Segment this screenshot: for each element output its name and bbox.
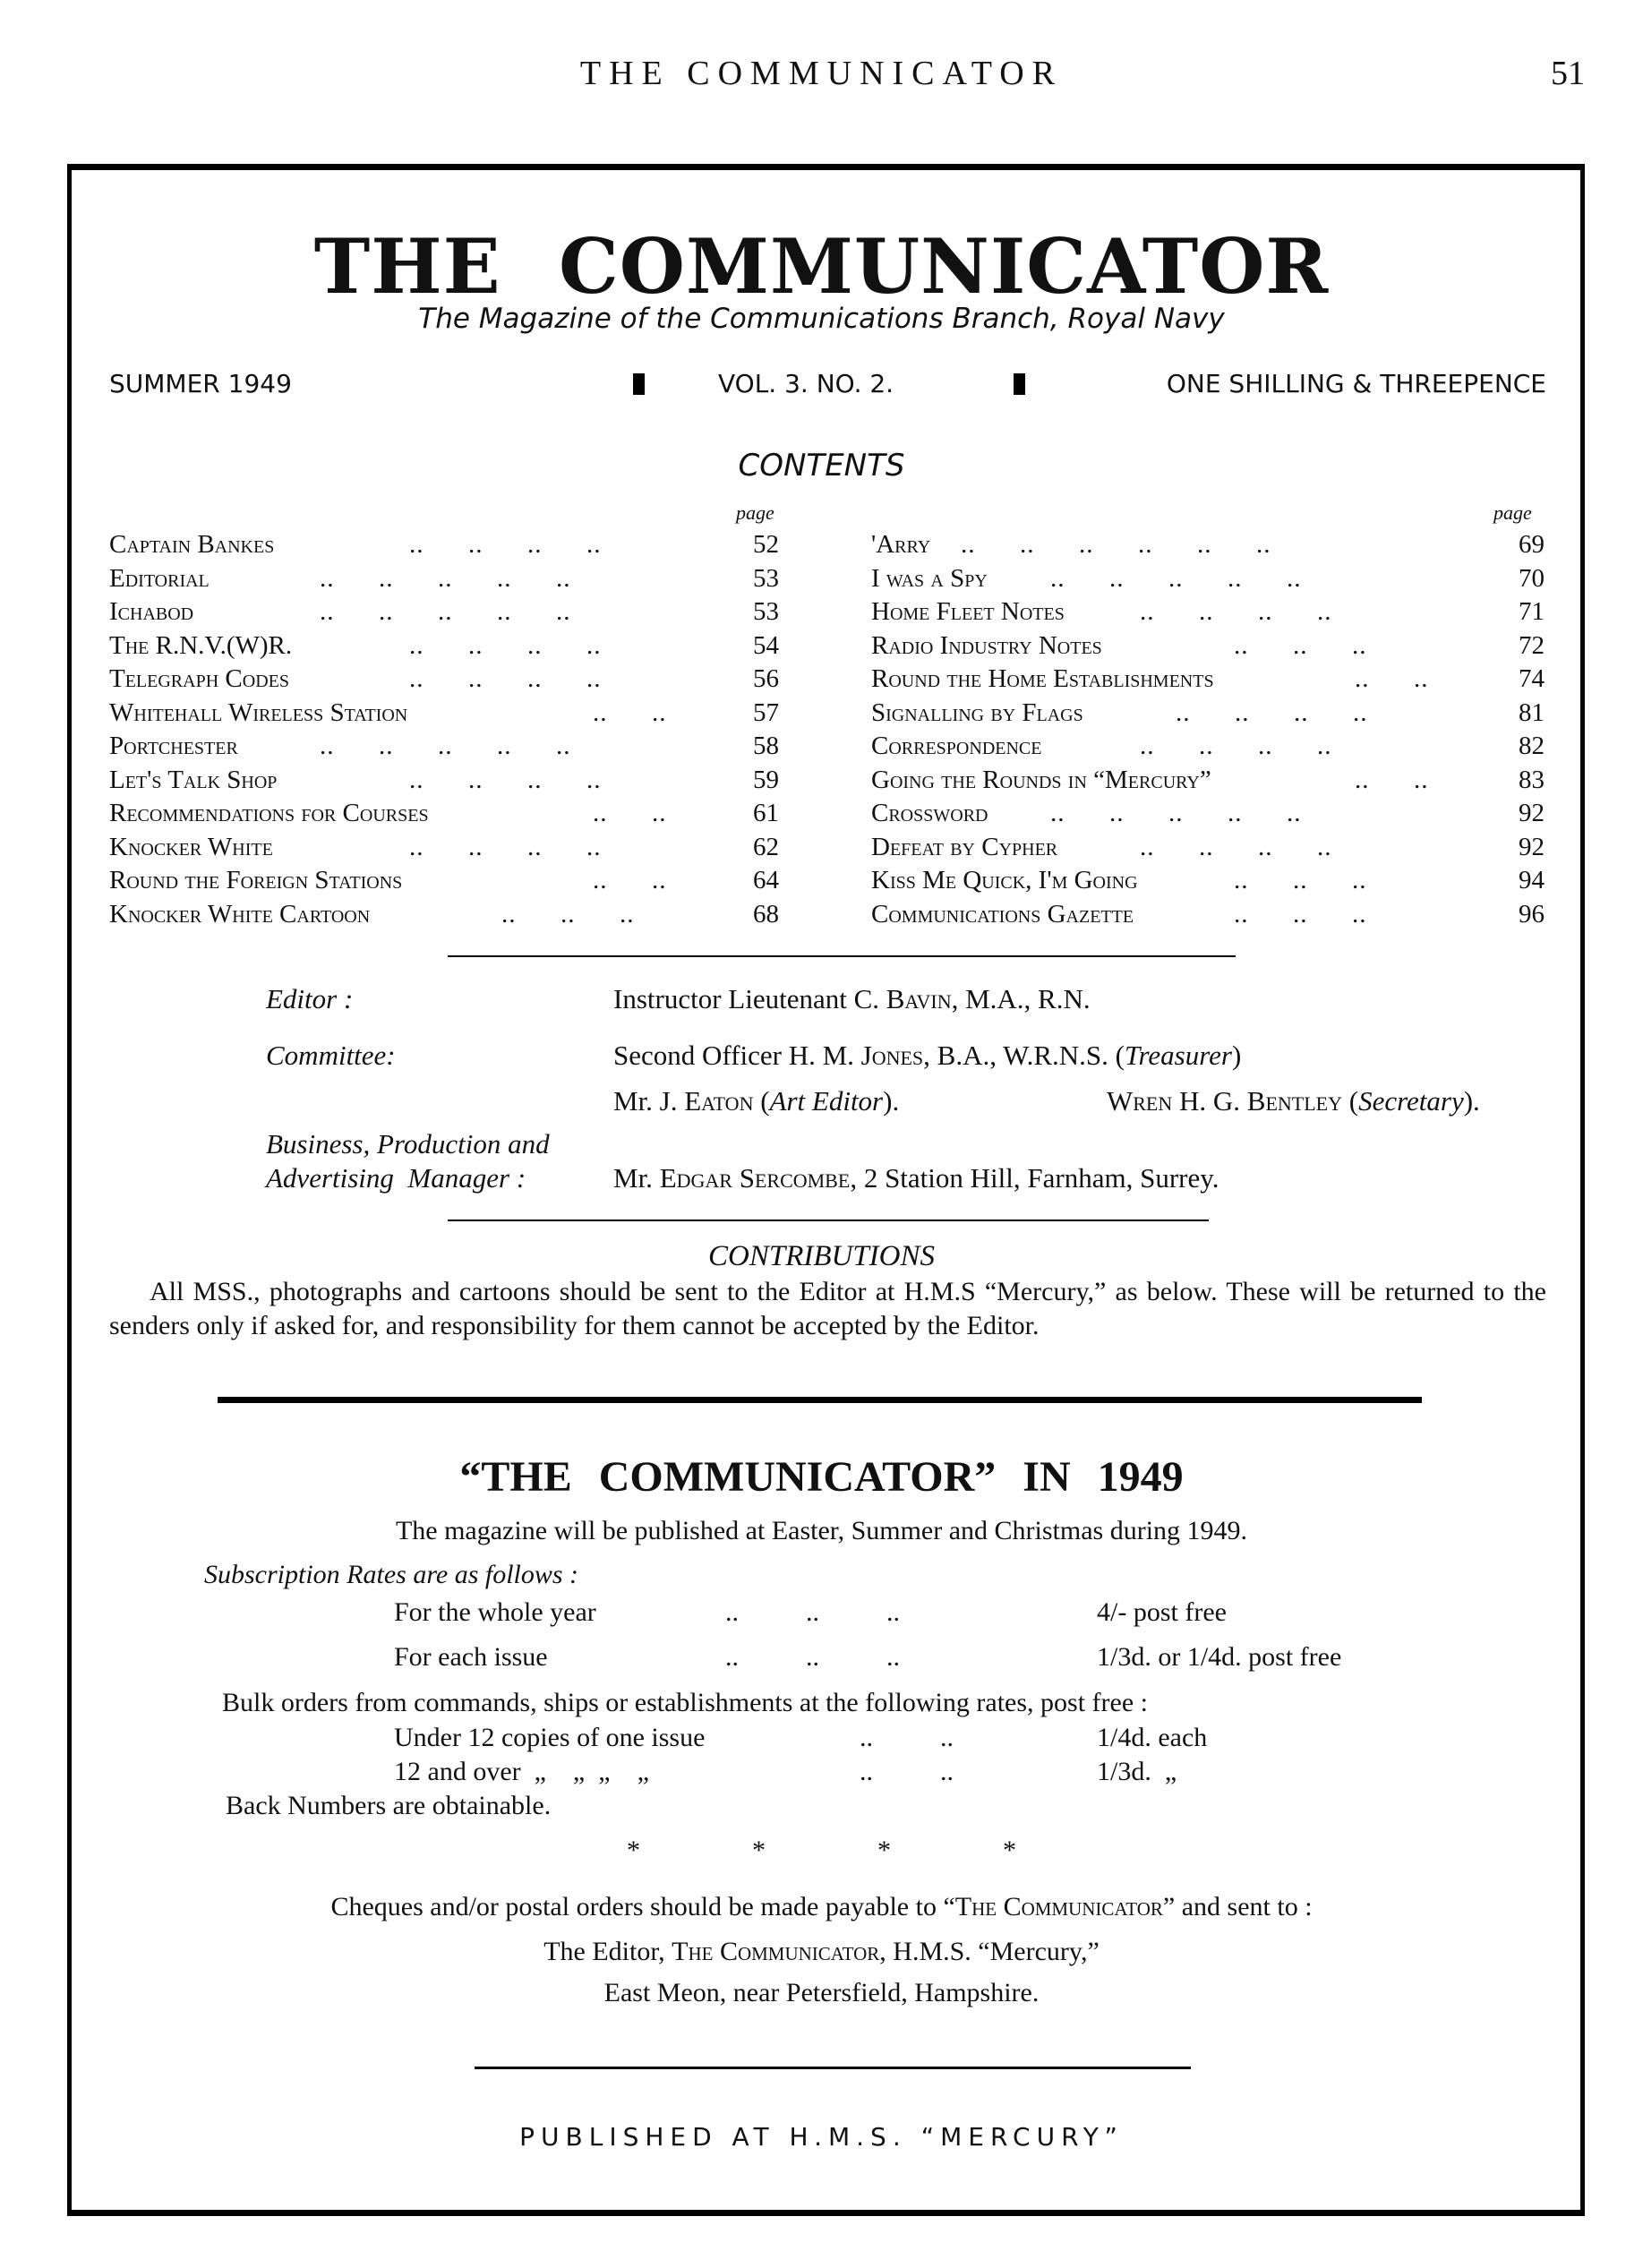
- asterisk-icon: *: [877, 1836, 891, 1865]
- toc-leader: .. .. .. .. ..: [320, 563, 571, 593]
- toc-leader: .. ..: [593, 799, 667, 827]
- toc-leader: .. .. .. .. .. ..: [961, 530, 1271, 559]
- black-square-icon: [1014, 373, 1025, 395]
- manager-title: Mr.: [613, 1162, 660, 1194]
- toc-leader: .. .. .. .. ..: [320, 732, 571, 760]
- manager-label-line2: Advertising Manager :: [266, 1162, 526, 1194]
- rate-price: 1/3d. or 1/4d. post free: [1097, 1642, 1342, 1672]
- toc-leader: .. .. ..: [1234, 899, 1367, 929]
- published-at-footer: PUBLISHED AT H.M.S. “MERCURY”: [519, 2122, 1124, 2152]
- rate-item: Under 12 copies of one issue: [394, 1723, 706, 1752]
- member-role-open: (: [1342, 1085, 1359, 1117]
- toc-title: Ichabod: [109, 597, 194, 626]
- toc-page: 74: [1519, 664, 1545, 693]
- toc-entry[interactable]: [109, 898, 781, 932]
- editor-name: Bavin: [886, 983, 952, 1014]
- toc-title: Crossword: [871, 799, 988, 827]
- toc-leader: .. ..: [1355, 664, 1429, 693]
- toc-page: 69: [1519, 530, 1545, 559]
- page-label-right: page: [1493, 501, 1532, 524]
- divider-rule: [448, 955, 1236, 957]
- toc-page: 82: [1519, 732, 1545, 760]
- committee-label: Committee:: [266, 1040, 396, 1071]
- toc-title: Portchester: [109, 732, 238, 760]
- manager-address: , 2 Station Hill, Farnham, Surrey.: [850, 1162, 1219, 1194]
- manager-label-line1: Business, Production and: [266, 1128, 550, 1160]
- toc-entry[interactable]: [871, 831, 1552, 865]
- toc-title: Round the Home Establishments: [871, 664, 1214, 693]
- thick-divider-rule: [218, 1397, 1422, 1403]
- address-line-1: [0, 1937, 1643, 1967]
- toc-page: 83: [1519, 765, 1545, 794]
- page-label-left: page: [736, 501, 774, 524]
- editor-value: [613, 983, 1091, 1015]
- committee-member-treasurer: [613, 1040, 1241, 1072]
- toc-leader: .. .. .. .. ..: [1050, 799, 1302, 827]
- bulk-rate-row: [0, 1757, 1643, 1793]
- member-initials: H. G.: [1172, 1085, 1247, 1117]
- rate-price: 1/4d. each: [1097, 1723, 1208, 1752]
- toc-leader: .. .. .. ..: [1176, 698, 1368, 727]
- toc-entry[interactable]: [109, 730, 781, 764]
- black-square-icon: [633, 373, 645, 395]
- toc-leader: .. .. .. ..: [1140, 732, 1332, 760]
- manager-value: [613, 1162, 1219, 1194]
- toc-page: 92: [1519, 832, 1545, 861]
- toc-page: 72: [1519, 630, 1545, 660]
- toc-title: Editorial: [109, 563, 210, 593]
- address-recipient: The Editor,: [543, 1937, 672, 1966]
- contributions-heading: CONTRIBUTIONS: [707, 1240, 936, 1272]
- toc-leader: .. .. .. ..: [409, 664, 602, 693]
- toc-entry[interactable]: [109, 797, 781, 831]
- running-title: THE COMMUNICATOR: [579, 55, 1064, 92]
- bulk-rate-row: [0, 1723, 1643, 1759]
- toc-leader: .. .. .. ..: [409, 832, 602, 861]
- payee-name: The Communicator: [954, 1892, 1163, 1921]
- rate-leader: .. ..: [860, 1723, 954, 1752]
- bulk-orders-intro: Bulk orders from commands, ships or establishments at the following rates, post free :: [222, 1688, 1148, 1717]
- toc-page: 71: [1519, 597, 1545, 626]
- toc-title: Kiss Me Quick, I'm Going: [871, 866, 1138, 894]
- toc-leader: .. ..: [1355, 765, 1429, 794]
- toc-entry[interactable]: [109, 697, 781, 731]
- committee-member-art-editor: [613, 1085, 899, 1117]
- issue-season: SUMMER 1949: [109, 369, 292, 398]
- member-name: Bentley: [1246, 1085, 1343, 1117]
- cheques-text: Cheques and/or postal orders should be made payable to “: [330, 1892, 955, 1921]
- address-line-2: East Meon, near Petersfield, Hampshire.: [603, 1978, 1040, 2007]
- toc-entry[interactable]: [871, 629, 1552, 663]
- toc-leader: .. .. .. ..: [409, 630, 602, 660]
- rate-row: [0, 1642, 1643, 1678]
- toc-title: Radio Industry Notes: [871, 630, 1102, 660]
- contents-heading: CONTENTS: [738, 448, 905, 484]
- member-role-close: ).: [883, 1085, 900, 1117]
- address-ship: , H.M.S. “Mercury,”: [879, 1937, 1100, 1966]
- divider-rule: [448, 1220, 1209, 1221]
- toc-entry[interactable]: [109, 562, 781, 596]
- toc-entry[interactable]: [871, 697, 1552, 731]
- member-role-close: ): [1231, 1040, 1242, 1071]
- toc-leader: .. .. ..: [1234, 866, 1367, 894]
- toc-entry[interactable]: [109, 528, 781, 562]
- asterisk-icon: *: [752, 1836, 766, 1865]
- rate-item: For the whole year: [394, 1597, 596, 1627]
- toc-entry[interactable]: [109, 663, 781, 697]
- member-name: Jones: [860, 1040, 924, 1071]
- rate-price: 1/3d. „: [1097, 1757, 1177, 1786]
- address-publication: The Communicator: [672, 1937, 880, 1966]
- issue-volume: VOL. 3. NO. 2.: [718, 369, 894, 398]
- member-role-open: (: [753, 1085, 770, 1117]
- publication-schedule: The magazine will be published at Easter, Summer and Christmas during 1949.: [395, 1516, 1248, 1545]
- toc-leader: .. .. .. ..: [1140, 832, 1332, 861]
- member-role: Treasurer: [1124, 1040, 1232, 1071]
- toc-page: 92: [1519, 799, 1545, 827]
- member-role: Art Editor: [769, 1085, 884, 1117]
- member-rank: Second Officer H. M.: [613, 1040, 861, 1071]
- toc-entry[interactable]: [871, 730, 1552, 764]
- rate-leader: .. ..: [860, 1757, 954, 1786]
- toc-entry[interactable]: [871, 864, 1552, 898]
- credits-block: [0, 983, 1643, 1198]
- toc-title: The R.N.V.(W)R.: [109, 630, 293, 660]
- rate-price: 4/- post free: [1097, 1597, 1227, 1627]
- issue-line: [109, 369, 1546, 405]
- rate-item: 12 and over „ „ „ „: [394, 1757, 649, 1786]
- member-role-close: ).: [1463, 1085, 1480, 1117]
- toc-entry[interactable]: [109, 629, 781, 663]
- rates-label: Subscription Rates are as follows :: [204, 1560, 579, 1589]
- toc-page: 68: [753, 899, 779, 929]
- toc-page: 53: [753, 563, 779, 593]
- toc-page: 62: [753, 832, 779, 861]
- toc-title: Correspondence: [871, 732, 1042, 760]
- toc-leader: .. ..: [593, 866, 667, 894]
- asterisk-icon: *: [1003, 1836, 1016, 1865]
- editor-rank: Instructor Lieutenant C.: [613, 983, 886, 1014]
- rate-leader: .. .. ..: [725, 1642, 900, 1672]
- toc-title: Telegraph Codes: [109, 664, 289, 693]
- running-head: [0, 54, 1643, 98]
- member-qualifications: , B.A., W.R.N.S. (: [923, 1040, 1125, 1071]
- toc-title: Knocker White: [109, 832, 273, 861]
- member-name: Eaton: [684, 1085, 754, 1117]
- toc-leader: .. ..: [593, 698, 667, 727]
- toc-title: Recommendations for Courses: [109, 799, 429, 827]
- page-number: 51: [1551, 55, 1585, 92]
- divider-rule: [475, 2067, 1191, 2069]
- toc-title: Let's Talk Shop: [109, 765, 278, 794]
- editor-label: Editor :: [266, 983, 354, 1014]
- toc-page: 96: [1519, 899, 1545, 929]
- toc-title: Round the Foreign Stations: [109, 866, 403, 894]
- contributions-text: All MSS., photographs and cartoons should be sent to the Editor at H.M.S “Mercury,” as below. These will be returned to the senders only if asked for, and responsibility for them cannot be accepted by the Editor.: [109, 1277, 1546, 1340]
- toc-entry[interactable]: [109, 595, 781, 629]
- toc-page: 58: [753, 732, 779, 760]
- contents-right-column: [871, 528, 1552, 931]
- toc-title: Communications Gazette: [871, 899, 1134, 929]
- toc-title: Knocker White Cartoon: [109, 899, 371, 929]
- toc-title: Signalling by Flags: [871, 698, 1083, 727]
- toc-leader: .. .. .. ..: [409, 530, 602, 559]
- manager-name: Edgar Sercombe: [659, 1162, 851, 1194]
- toc-title: Home Fleet Notes: [871, 597, 1065, 626]
- toc-entry[interactable]: [109, 831, 781, 865]
- toc-leader: .. .. .. .. ..: [320, 597, 571, 626]
- toc-page: 81: [1519, 698, 1545, 727]
- toc-entry[interactable]: [871, 764, 1552, 798]
- toc-title: Defeat by Cypher: [871, 832, 1058, 861]
- toc-page: 53: [753, 597, 779, 626]
- toc-entry[interactable]: [871, 528, 1552, 562]
- toc-page: 59: [753, 765, 779, 794]
- asterisk-icon: *: [627, 1836, 640, 1865]
- toc-leader: .. .. .. .. ..: [1050, 563, 1302, 593]
- toc-entry[interactable]: [871, 898, 1552, 932]
- toc-entry[interactable]: [871, 797, 1552, 831]
- cheques-instruction: [0, 1892, 1643, 1922]
- toc-title: I was a Spy: [871, 563, 988, 593]
- subscription-heading: “THE COMMUNICATOR” IN 1949: [459, 1453, 1184, 1501]
- toc-page: 54: [753, 630, 779, 660]
- toc-leader: .. .. .. ..: [1140, 597, 1332, 626]
- back-numbers-note: Back Numbers are obtainable.: [226, 1791, 552, 1820]
- toc-leader: .. .. .. ..: [409, 765, 602, 794]
- toc-title: Going the Rounds in “Mercury”: [871, 765, 1211, 794]
- masthead-tagline: The Magazine of the Communications Branch, Royal Navy: [418, 303, 1225, 335]
- contributions-body: [109, 1275, 1546, 1343]
- rate-leader: .. .. ..: [725, 1597, 900, 1627]
- toc-leader: .. .. ..: [501, 899, 635, 929]
- committee-member-secretary: [1107, 1085, 1480, 1117]
- editor-qualifications: , M.A., R.N.: [951, 983, 1091, 1014]
- toc-entry[interactable]: [109, 764, 781, 798]
- issue-price: ONE SHILLING & THREEPENCE: [1166, 369, 1546, 398]
- rate-item: For each issue: [394, 1642, 548, 1672]
- toc-page: 56: [753, 664, 779, 693]
- toc-title: 'Arry: [871, 530, 931, 559]
- toc-title: Whitehall Wireless Station: [109, 698, 408, 727]
- toc-title: Captain Bankes: [109, 530, 275, 559]
- member-role: Secretary: [1358, 1085, 1464, 1117]
- member-rank: Mr. J.: [613, 1085, 685, 1117]
- toc-leader: .. .. ..: [1234, 630, 1367, 660]
- toc-entry[interactable]: [871, 663, 1552, 697]
- member-rank: Wren: [1107, 1085, 1173, 1117]
- toc-page: 94: [1519, 866, 1545, 894]
- toc-page: 57: [753, 698, 779, 727]
- rate-row: [0, 1597, 1643, 1633]
- cheques-text-end: ” and sent to :: [1162, 1892, 1313, 1921]
- toc-page: 70: [1519, 563, 1545, 593]
- toc-page: 61: [753, 799, 779, 827]
- asterism: [0, 1836, 1643, 1866]
- toc-entry[interactable]: [871, 595, 1552, 629]
- toc-entry[interactable]: [871, 562, 1552, 596]
- toc-page: 52: [753, 530, 779, 559]
- contents-left-column: [109, 528, 781, 931]
- toc-page: 64: [753, 866, 779, 894]
- toc-entry[interactable]: [109, 864, 781, 898]
- masthead-title: THE COMMUNICATOR: [313, 222, 1330, 311]
